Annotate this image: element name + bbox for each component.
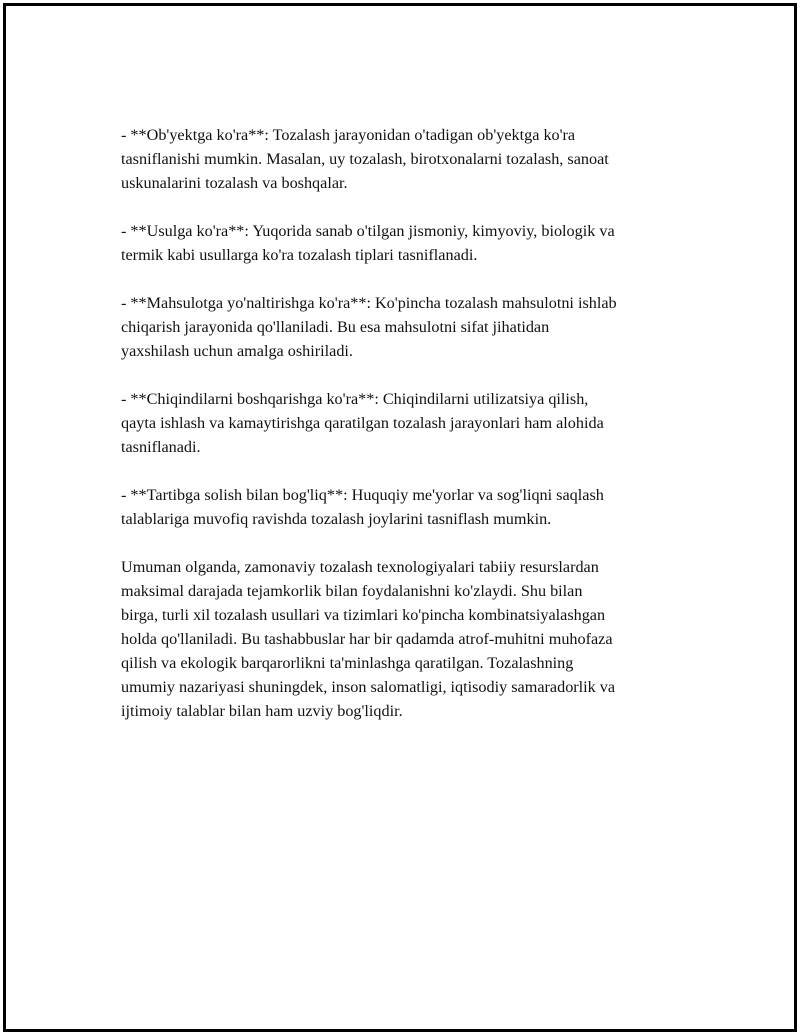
text-line: qilish va ekologik barqarorlikni ta'minlashga qaratilgan. Tozalashning xyxy=(121,654,574,672)
text-line: - **Ob'yektga ko'ra**: Tozalash jarayonidan o'tadigan ob'yektga ko'ra xyxy=(121,126,576,144)
text-line: - **Mahsulotga yo'naltirishga ko'ra**: Ko'pincha tozalash mahsulotni ishlab xyxy=(121,294,617,312)
page-frame xyxy=(3,3,797,1032)
text-line: yaxshilash uchun amalga oshiriladi. xyxy=(121,342,353,360)
text-line: tasniflanadi. xyxy=(121,438,201,456)
text-line: tasniflanishi mumkin. Masalan, uy tozalash, birotxonalarni tozalash, sanoat xyxy=(121,150,609,168)
text-line: birga, turli xil tozalash usullari va tizimlari ko'pincha kombinatsiyalashgan xyxy=(121,606,606,624)
paragraph-regulation-classification xyxy=(121,483,701,531)
text-line: maksimal darajada tejamkorlik bilan foydalanishni ko'zlaydi. Shu bilan xyxy=(121,582,583,600)
text-line: - **Chiqindilarni boshqarishga ko'ra**: Chiqindilarni utilizatsiya qilish, xyxy=(121,390,589,408)
paragraph-summary xyxy=(121,555,701,723)
document-body xyxy=(121,123,701,747)
text-line: umumiy nazariyasi shuningdek, inson salomatligi, iqtisodiy samaradorlik va xyxy=(121,678,616,696)
paragraph-waste-classification xyxy=(121,387,701,459)
text-line: - **Usulga ko'ra**: Yuqorida sanab o'tilgan jismoniy, kimyoviy, biologik va xyxy=(121,222,615,240)
text-line: - **Tartibga solish bilan bog'liq**: Huquqiy me'yorlar va sog'liqni saqlash xyxy=(121,486,604,504)
text-line: ijtimoiy talablar bilan ham uzviy bog'liqdir. xyxy=(121,702,403,720)
text-line: termik kabi usullarga ko'ra tozalash tiplari tasniflanadi. xyxy=(121,246,478,264)
text-line: Umuman olganda, zamonaviy tozalash texnologiyalari tabiiy resurslardan xyxy=(121,558,599,576)
text-line: talablariga muvofiq ravishda tozalash joylarini tasniflash mumkin. xyxy=(121,510,552,528)
text-line: holda qo'llaniladi. Bu tashabbuslar har bir qadamda atrof-muhitni muhofaza xyxy=(121,630,613,648)
paragraph-product-classification xyxy=(121,291,701,363)
text-line: uskunalarini tozalash va boshqalar. xyxy=(121,174,348,192)
text-line: qayta ishlash va kamaytirishga qaratilgan tozalash jarayonlari ham alohida xyxy=(121,414,604,432)
paragraph-method-classification xyxy=(121,219,701,267)
text-line: chiqarish jarayonida qo'llaniladi. Bu esa mahsulotni sifat jihatidan xyxy=(121,318,550,336)
paragraph-object-classification xyxy=(121,123,701,195)
